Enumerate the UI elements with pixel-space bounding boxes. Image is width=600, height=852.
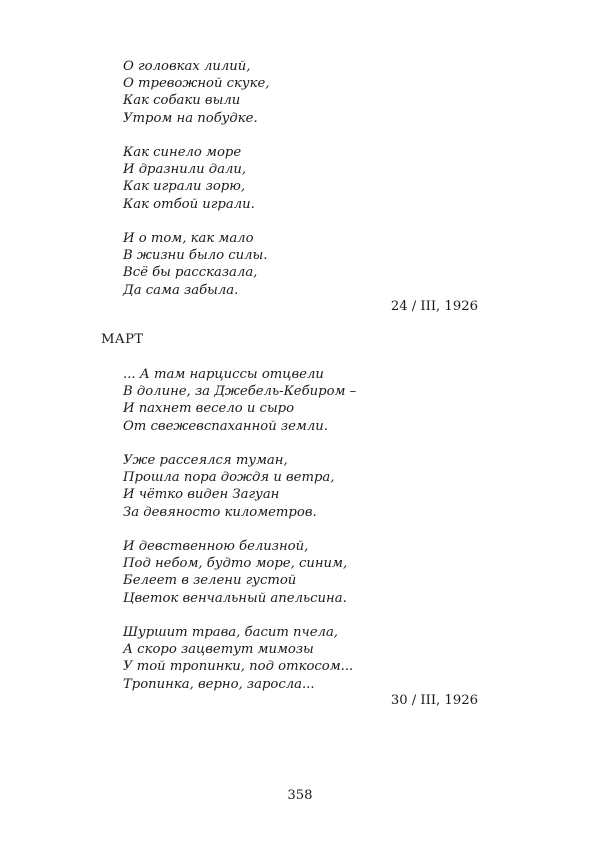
poem2-stanza-1 <box>123 366 356 435</box>
poem2-stanza-2 <box>123 452 335 521</box>
poem-line: Да сама забыла. <box>123 282 239 298</box>
poem-line: Как отбой играли. <box>123 196 255 212</box>
poem1-stanza-3 <box>123 230 267 299</box>
poem2-date: 30 / III, 1926 <box>390 693 478 708</box>
poem-line: Всё бы рассказала, <box>123 265 258 281</box>
poem-line: Уже рассеялся туман, <box>123 453 288 468</box>
poem-line: Как синело море <box>123 145 242 160</box>
poem-title: МАРТ <box>101 332 144 347</box>
poem-line: У той тропинки, под откосом... <box>123 659 354 675</box>
poem-line: ... А там нарциссы отцвели <box>123 367 324 382</box>
poem2-stanza-4 <box>123 624 353 693</box>
poem1-stanza-1 <box>123 58 269 127</box>
poem-line: И девственною белизной, <box>123 539 309 554</box>
poem-line: Белеет в зелени густой <box>123 573 297 589</box>
poem-line: В жизни было силы. <box>123 248 268 264</box>
poem-line: О тревожной скуке, <box>123 76 270 92</box>
poem-line: И дразнили дали, <box>123 162 247 178</box>
poem-line: О головках лилий, <box>123 59 251 74</box>
poem-line: Как собаки выли <box>123 93 241 109</box>
poem-line: Цветок венчальный апельсина. <box>123 590 347 606</box>
poem1-date: 24 / III, 1926 <box>390 299 478 314</box>
poem-line: А скоро зацветут мимозы <box>123 642 314 658</box>
poem-line: За девяносто километров. <box>123 504 317 520</box>
poem-line: Под небом, будто море, синим, <box>123 556 348 572</box>
poem-line: И о том, как мало <box>123 231 254 246</box>
poem2-stanza-3 <box>123 538 347 607</box>
poem-line: Прошла пора дождя и ветра, <box>123 470 335 486</box>
poem-line: Тропинка, верно, заросла... <box>123 676 315 692</box>
poem-line: Шуршит трава, басит пчела, <box>123 625 338 640</box>
poem-line: И чётко виден Загуан <box>123 487 280 503</box>
poem-line: В долине, за Джебель-Кебиром – <box>123 384 357 400</box>
poem-line: Как играли зорю, <box>123 179 246 195</box>
page-number: 358 <box>287 788 313 803</box>
poem-line: От свежевспаханной земли. <box>123 418 328 434</box>
poem-line: И пахнет весело и сыро <box>123 401 295 417</box>
poem-line: Утром на побудке. <box>123 110 258 126</box>
poem1-stanza-2 <box>123 144 255 213</box>
